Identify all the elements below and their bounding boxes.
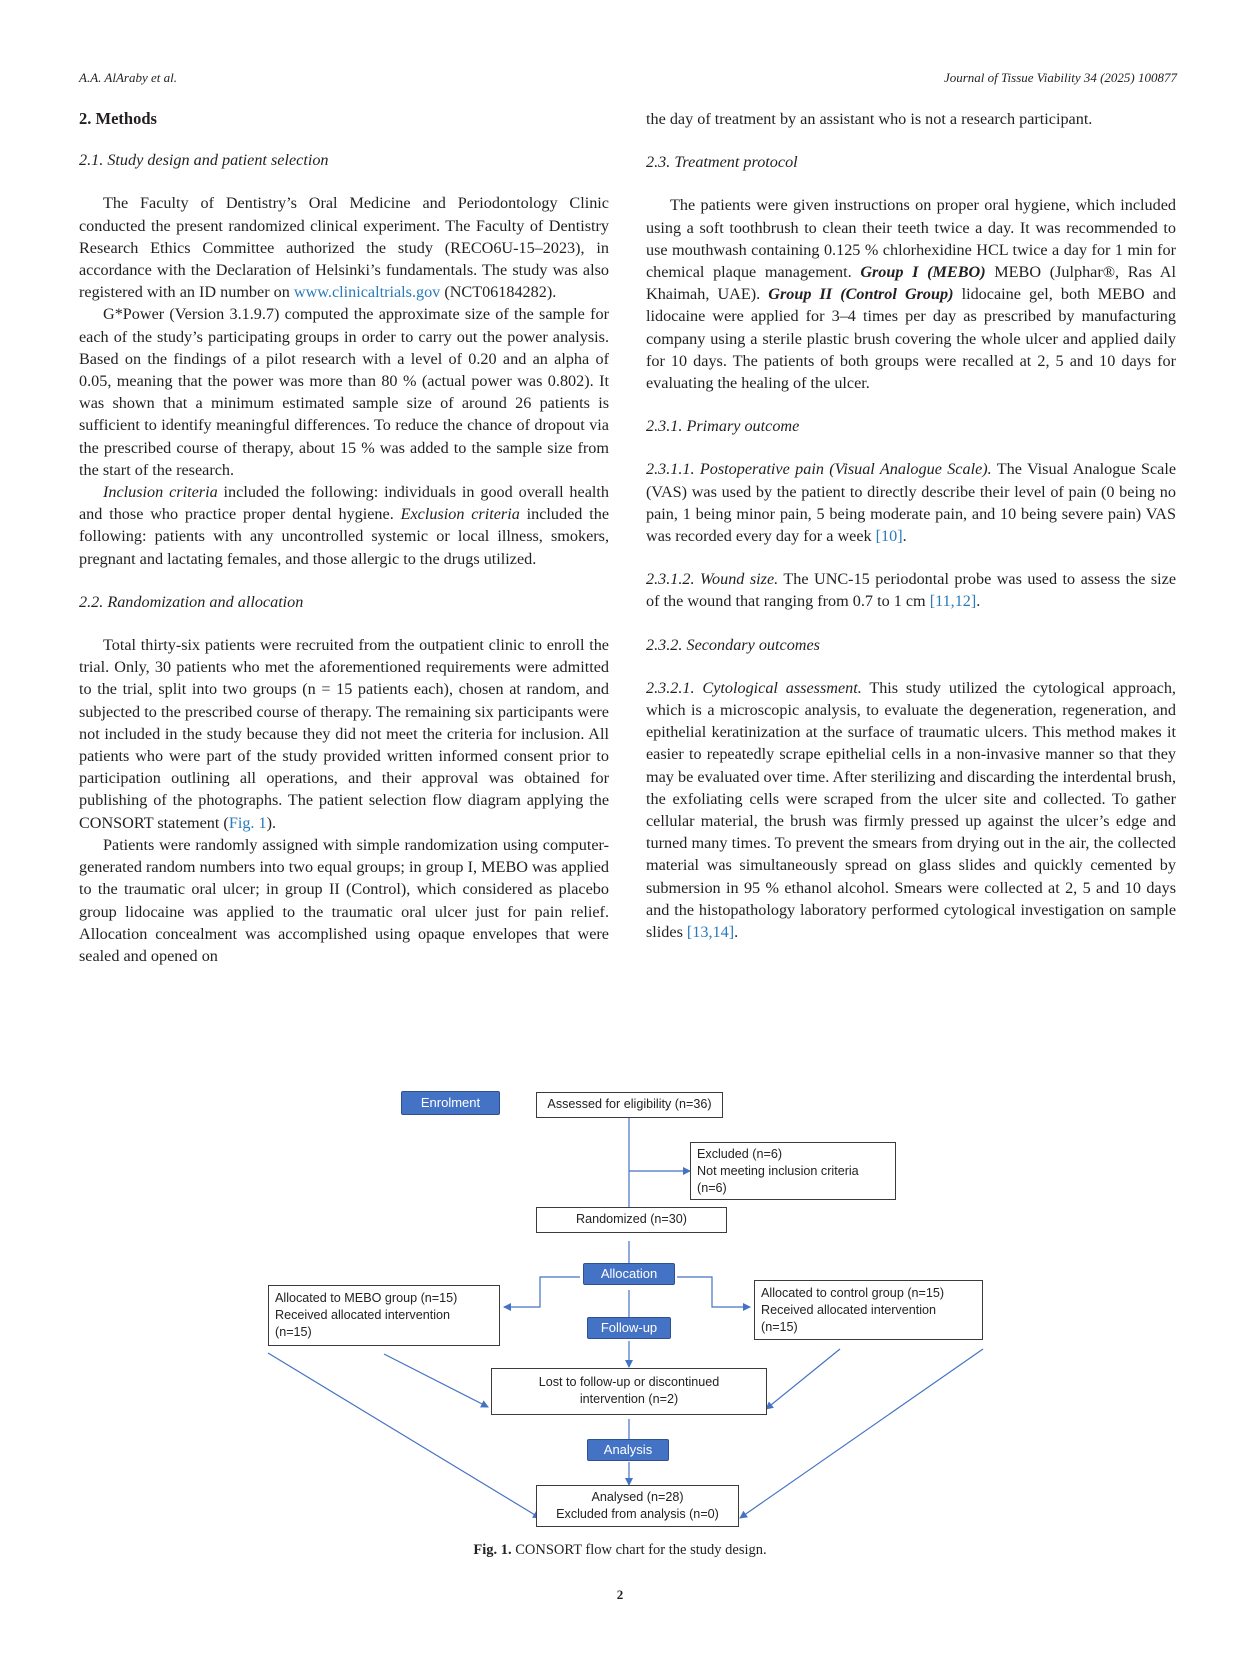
text-run: The UNC-15 periodontal probe was used to assess the size of the wound that ranging from 0.7 to 1 cm [646, 570, 1177, 611]
paragraph-criteria [79, 481, 609, 570]
box-line: (n=6) [697, 1181, 727, 1195]
box-mebo-group [268, 1285, 500, 1346]
text-run: The patients were given instructions on proper oral hygiene, which included using a soft toothbrush to clean their teeth twice a day. It was recommended to use mouthwash containing 0.125 % chlorhexidine HCL twice a day for 1 min for chemical plaque management. [646, 196, 1176, 282]
cytological-heading: 2.3.2.1. Cytological assessment. [646, 678, 862, 697]
group-2-label: Group II (Control Group) [768, 285, 954, 304]
subsection-2-3-1-title: 2.3.1. Primary outcome [646, 417, 800, 436]
box-line: Allocated to MEBO group (n=15) [275, 1291, 458, 1305]
paragraph-treatment-protocol [646, 194, 1176, 394]
box-line: (n=15) [275, 1325, 312, 1339]
stage-follow-up: Follow-up [587, 1317, 671, 1339]
connector-mebo-lost [384, 1354, 488, 1407]
box-randomized: Randomized (n=30) [536, 1207, 727, 1233]
section-title-methods: 2. Methods [79, 109, 157, 128]
page-number: 2 [616, 1587, 624, 1602]
clinicaltrials-link[interactable]: www.clinicaltrials.gov [293, 283, 441, 302]
text-run: lidocaine gel, both MEBO and lidocaine were applied for 3–4 times per day as prescribed by manufacturing company using a sterile plastic brush covering the whole ulcer and applied daily for 10 days. The patients of both groups were recalled at 2, 5 and 10 days for evaluating the healing of the ulcer. [646, 285, 1176, 393]
connector-control-lost [766, 1349, 840, 1409]
right-column [646, 108, 1176, 943]
left-column [79, 108, 609, 967]
box-line: Analysed (n=28) [591, 1490, 684, 1504]
caption-label: Fig. 1. [473, 1542, 512, 1558]
paragraph-power-analysis: G*Power (Version 3.1.9.7) computed the approximate size of the sample for each of the study’s participating groups in order to carry out the power analysis. Based on the findings of a pilot research with a level of 0.20 and an alpha of 0.05, meaning that the power was more than 80 % (actual power was 0.802). It was shown that a minimum estimated sample size of around 26 patients is sufficient to identify meaningful differences. To reduce the chance of dropout via the prescribed course of therapy, about 15 % was added to the sample size from the start of the research. [79, 305, 609, 479]
subsection-2-3-title: 2.3. Treatment protocol [646, 153, 798, 172]
paragraph-postoperative-pain [646, 458, 1176, 547]
paragraph-recruitment [79, 634, 609, 834]
running-header-journal: Journal of Tissue Viability 34 (2025) 100877 [943, 70, 1177, 85]
connector-to-mebo [504, 1277, 580, 1307]
text-run: (NCT06184282). [440, 283, 557, 302]
inclusion-criteria-label: Inclusion criteria [103, 483, 218, 502]
stage-analysis: Analysis [587, 1439, 669, 1461]
running-header-author: A.A. AlAraby et al. [79, 70, 177, 85]
box-line: Not meeting inclusion criteria [697, 1164, 859, 1178]
exclusion-criteria-label: Exclusion criteria [400, 505, 520, 524]
box-line: Received allocated intervention [761, 1303, 937, 1317]
box-line: Allocated to control group (n=15) [761, 1286, 945, 1300]
text-run: included the following: individuals in good overall health and those who practice proper dental hygiene. [79, 483, 609, 524]
fig-1-link[interactable]: Fig. 1 [228, 813, 267, 832]
connector-to-control [677, 1277, 750, 1307]
paragraph-continued: the day of treatment by an assistant who is not a research participant. [646, 110, 1093, 128]
box-line: Excluded from analysis (n=0) [556, 1507, 719, 1521]
paragraph-randomization: Patients were randomly assigned with simple randomization using computer-generated random numbers into two equal groups; in group I, MEBO was applied to the traumatic oral ulcer; in group II (Control), which considered as placebo group lidocaine was applied to the traumatic oral ulcer just for pain relief. Allocation concealment was accomplished using opaque envelopes that were sealed and opened on [79, 835, 609, 965]
wound-size-heading: 2.3.1.2. Wound size. [646, 570, 779, 589]
box-line: intervention (n=2) [579, 1392, 679, 1406]
text-run: ). [266, 813, 277, 832]
box-line: (n=15) [761, 1320, 798, 1334]
vas-heading: 2.3.1.1. Postoperative pain (Visual Analogue Scale). [646, 460, 992, 479]
connector-control-analysed [740, 1349, 983, 1518]
box-control-group [754, 1280, 983, 1340]
text-run: . [734, 923, 739, 942]
text-run: Total thirty-six patients were recruited from the outpatient clinic to enroll the trial. Only, 30 patients who met the aforementioned requirements were admitted to the trial, split into two groups (n = 15 patients each), chosen at random, and subjected to the prescribed course of therapy. The remaining six participants were not included in the study because they did not meet the criteria for inclusion. All patients who were part of the study provided written informed consent prior to participation outlining all operations, and their approval was obtained for publishing of the photographs. The patient selection flow diagram applying the CONSORT statement ( [79, 636, 609, 832]
group-1-label: Group I (MEBO) [860, 263, 986, 282]
text-run: . [902, 527, 907, 546]
stage-enrolment: Enrolment [401, 1091, 500, 1115]
figure-caption [0, 1542, 1240, 1559]
paragraph-wound-size [646, 568, 1176, 612]
box-line: Lost to follow-up or discontinued [538, 1375, 720, 1389]
ref-10-link[interactable]: [10] [875, 527, 903, 546]
ref-13-14-link[interactable]: [13,14] [686, 923, 735, 942]
text-run: The Visual Analogue Scale (VAS) was used by the patient to directly describe their level of pain (0 being no pain, 1 being minor pain, 5 being moderate pain, and 10 being severe pain) VAS was recorded every day for a week [646, 460, 1177, 546]
text-run: MEBO (Julphar®, Ras Al Khaimah, UAE). [646, 263, 1176, 304]
subsection-2-2-title: 2.2. Randomization and allocation [79, 592, 304, 611]
box-assessed-eligibility: Assessed for eligibility (n=36) [536, 1092, 723, 1118]
flowchart-connectors [0, 1085, 1240, 1535]
box-line: Received allocated intervention [275, 1308, 451, 1322]
subsection-2-1-title: 2.1. Study design and patient selection [79, 151, 329, 170]
stage-allocation: Allocation [583, 1263, 675, 1285]
paragraph-cytological [646, 677, 1176, 943]
text-run: included the following: patients with any uncontrolled systemic or local illness, smokers, pregnant and lactating females, and those allergic to the drugs utilized. [79, 505, 609, 568]
caption-text: CONSORT flow chart for the study design. [511, 1542, 767, 1558]
box-analysed [536, 1485, 739, 1527]
subsection-2-3-2-title: 2.3.2. Secondary outcomes [646, 635, 820, 654]
paragraph-study-design [79, 192, 609, 303]
text-run: . [976, 592, 981, 611]
box-lost-to-follow-up [491, 1368, 767, 1415]
consort-flowchart [0, 1085, 1240, 1535]
box-excluded [690, 1142, 896, 1200]
ref-11-12-link[interactable]: [11,12] [929, 592, 977, 611]
text-run: This study utilized the cytological approach, which is a microscopic analysis, to evaluate the degeneration, regeneration, and epithelial keratinization at the surface of traumatic ulcers. This method makes it easier to repeatedly scrape epithelial cells in a non-invasive manner so that they may be evaluated over time. After sterilizing and discarding the interdental brush, the exfoliating cells were scraped from the ulcer site and collected. To gather cellular material, the brush was firmly pressed up against the ulcer’s edge and turned many times. To prevent the smears from drying out in the air, the collected material was simultaneously spread on glass slides and quickly cemented by submersion in 95 % ethanol alcohol. Smears were collected at 2, 5 and 10 days and the histopathology laboratory performed cytological investigation on sample slides [646, 678, 1176, 942]
text-run: The Faculty of Dentistry’s Oral Medicine and Periodontology Clinic conducted the present randomized clinical experiment. The Faculty of Dentistry Research Ethics Committee authorized the study (RECO6U-15–2023), in accordance with the Declaration of Helsinki’s fundamentals. The study was also registered with an ID number on [79, 194, 609, 302]
box-line: Excluded (n=6) [697, 1147, 783, 1161]
